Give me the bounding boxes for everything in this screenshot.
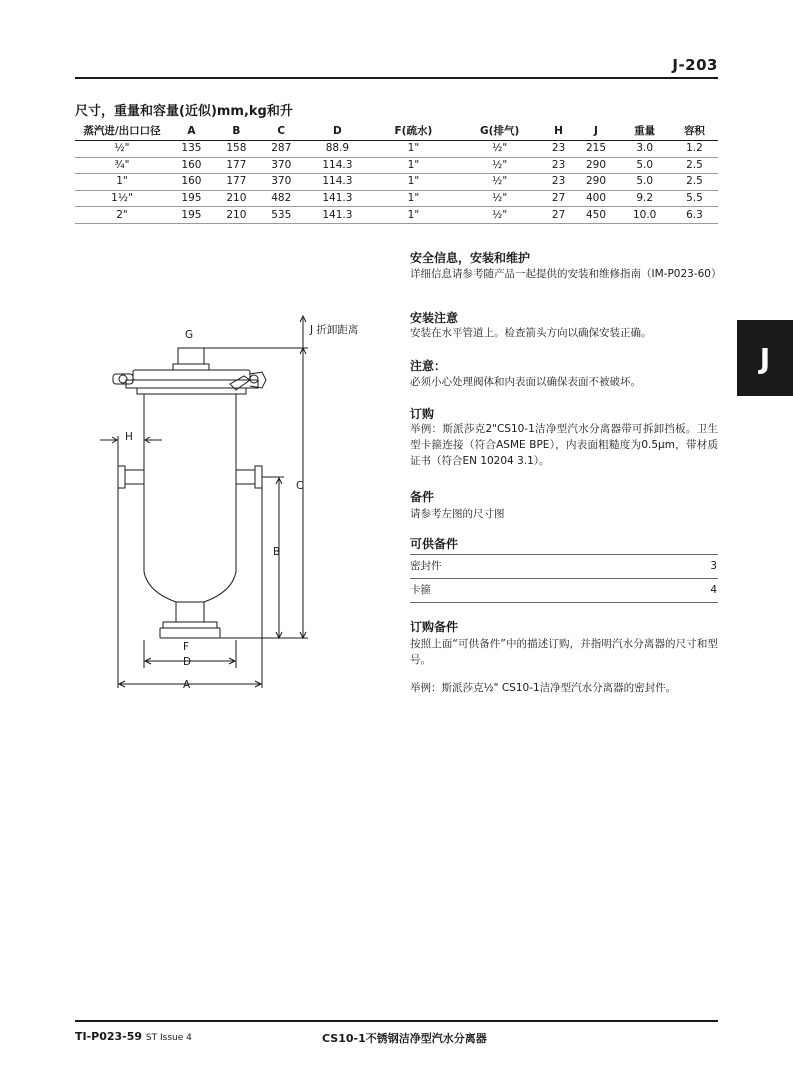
col-header: 容积 <box>671 120 718 141</box>
table-cell: 6.3 <box>671 207 718 224</box>
table-cell: 1.2 <box>671 141 718 158</box>
col-header: D <box>304 120 371 141</box>
dim-label-d: D <box>183 656 192 668</box>
table-cell: 290 <box>574 157 619 174</box>
install-text: 安装在水平管道上。检查箭头方向以确保安装正确。 <box>410 327 652 339</box>
table-cell: 1" <box>371 174 456 191</box>
col-header: J <box>574 120 619 141</box>
caution-text: 必须小心处理阀体和内表面以确保表面不被破坏。 <box>410 376 641 388</box>
table-cell: 160 <box>169 157 214 174</box>
order-text: 举例：斯派莎克2"CS10-1洁净型汽水分离器带可拆卸挡板。卫生型卡箍连接（符合ASME BPE），内表面粗糙度为0.5μm，带材质证书（符合EN 10204 3.1）。 <box>410 423 718 467</box>
table-cell: 1" <box>371 141 456 158</box>
safety-text: 详细信息请参考随产品一起提供的安装和维修指南（IM-P023-60） <box>410 268 722 280</box>
document-number: TI-P023-59 <box>75 1030 143 1043</box>
spare-part-row <box>410 554 718 577</box>
section-tab-letter: J <box>759 341 771 375</box>
dim-label-f: F <box>183 641 190 653</box>
issue-label: ST Issue 4 <box>145 1033 192 1043</box>
table-cell: 215 <box>574 141 619 158</box>
table-cell: 482 <box>259 190 304 207</box>
spare-part-row <box>410 578 718 601</box>
spares-table-bottom-rule <box>410 602 718 603</box>
col-header: G(排气) <box>456 120 544 141</box>
dim-label-b: B <box>273 546 281 558</box>
table-cell: 1" <box>75 174 169 191</box>
table-cell: 287 <box>259 141 304 158</box>
spares-heading: 备件 <box>410 490 435 504</box>
table-cell: 9.2 <box>618 190 670 207</box>
spare-part-name: 密封件 <box>410 560 442 572</box>
table-cell: 1" <box>371 207 456 224</box>
table-cell: 141.3 <box>304 190 371 207</box>
table-cell: 5.5 <box>671 190 718 207</box>
table-cell: 27 <box>544 207 574 224</box>
spare-part-qty: 3 <box>710 560 717 572</box>
table-cell: 450 <box>574 207 619 224</box>
document-code <box>75 1030 192 1043</box>
col-header: 重量 <box>618 120 670 141</box>
safety-heading: 安全信息，安装和维护 <box>410 251 531 265</box>
section-tab-j <box>737 320 793 396</box>
order-spares-heading: 订购备件 <box>410 620 459 634</box>
table-cell: ½" <box>456 174 544 191</box>
table-cell: 290 <box>574 174 619 191</box>
table-cell: 5.0 <box>618 157 670 174</box>
available-spares-heading: 可供备件 <box>410 537 459 551</box>
table-cell: 3.0 <box>618 141 670 158</box>
col-header: B <box>214 120 259 141</box>
table-cell: 23 <box>544 157 574 174</box>
table-cell: 177 <box>214 157 259 174</box>
table-cell: 114.3 <box>304 157 371 174</box>
table-cell: ¾" <box>75 157 169 174</box>
caution-heading: 注意： <box>410 359 447 373</box>
table-cell: ½" <box>456 157 544 174</box>
table-cell: ½" <box>456 141 544 158</box>
table-cell: 27 <box>544 190 574 207</box>
table-cell: 160 <box>169 174 214 191</box>
table-cell: ½" <box>75 141 169 158</box>
order-spares-text: 按照上面“可供备件”中的描述订购，并指明汽水分离器的尺寸和型号。 <box>410 638 718 666</box>
table-cell: 177 <box>214 174 259 191</box>
table-cell: 195 <box>169 190 214 207</box>
table-title: 尺寸，重量和容量(近似)mm,kg和升 <box>75 104 293 119</box>
col-header: C <box>259 120 304 141</box>
table-cell: 370 <box>259 157 304 174</box>
table-cell: ½" <box>456 207 544 224</box>
dim-label-h: H <box>125 431 133 443</box>
install-heading: 安装注意 <box>410 311 459 325</box>
table-cell: 210 <box>214 190 259 207</box>
separator-dimension-drawing <box>0 0 400 720</box>
table-cell: 88.9 <box>304 141 371 158</box>
table-cell: 1" <box>371 157 456 174</box>
dim-label-g: G <box>185 329 194 341</box>
col-header: H <box>544 120 574 141</box>
table-cell: 23 <box>544 141 574 158</box>
table-cell: 158 <box>214 141 259 158</box>
col-header: F(疏水) <box>371 120 456 141</box>
table-cell: 2.5 <box>671 157 718 174</box>
footer-rule <box>75 1020 718 1022</box>
table-cell: ½" <box>456 190 544 207</box>
table-cell: 2" <box>75 207 169 224</box>
spare-part-name: 卡箍 <box>410 584 431 596</box>
table-cell: 135 <box>169 141 214 158</box>
table-cell: 370 <box>259 174 304 191</box>
spare-part-qty: 4 <box>710 584 717 596</box>
dim-label-a: A <box>183 679 191 691</box>
table-cell: 535 <box>259 207 304 224</box>
order-spares-example: 举例：斯派莎克½" CS10-1洁净型汽水分离器的密封件。 <box>410 682 677 694</box>
dim-label-c: C <box>296 480 304 492</box>
table-cell: 10.0 <box>618 207 670 224</box>
table-cell: 400 <box>574 190 619 207</box>
table-cell: 5.0 <box>618 174 670 191</box>
table-cell: 1" <box>371 190 456 207</box>
table-cell: 2.5 <box>671 174 718 191</box>
table-cell: 23 <box>544 174 574 191</box>
spares-text: 请参考左图的尺寸图 <box>410 508 505 520</box>
col-header: 蒸汽进/出口口径 <box>75 120 169 141</box>
table-cell: 1½" <box>75 190 169 207</box>
table-cell: 114.3 <box>304 174 371 191</box>
col-header: A <box>169 120 214 141</box>
page-code: J-203 <box>672 56 718 74</box>
table-cell: 195 <box>169 207 214 224</box>
dim-label-j: J 折卸距离 <box>310 324 359 336</box>
order-heading: 订购 <box>410 407 435 421</box>
document-title: CS10-1不锈钢洁净型汽水分离器 <box>322 1032 487 1045</box>
table-cell: 210 <box>214 207 259 224</box>
table-cell: 141.3 <box>304 207 371 224</box>
